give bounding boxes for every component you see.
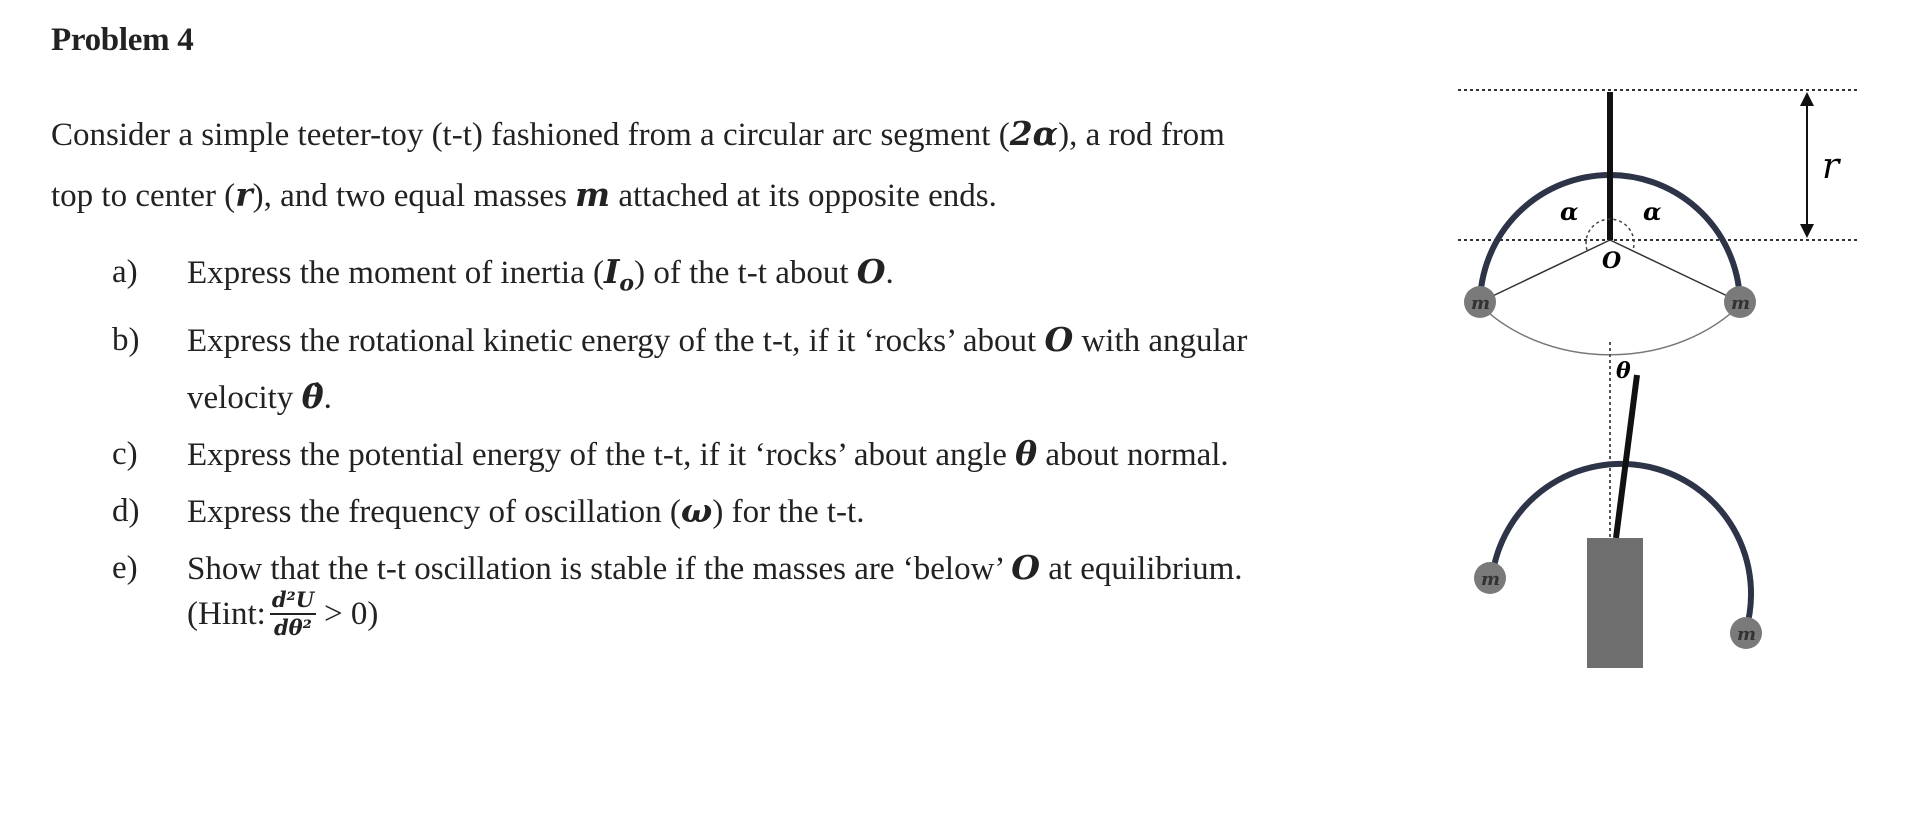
right-mass-line (1610, 240, 1740, 302)
question-text: about normal. (1037, 436, 1229, 473)
question-c (112, 426, 1432, 483)
lower-rod (1616, 375, 1637, 538)
hint (187, 588, 378, 640)
label-theta: θ (1616, 358, 1631, 384)
symbol-I: I (603, 252, 620, 291)
symbol-O: O (1044, 319, 1074, 359)
symbol-subscript-o: o (619, 270, 635, 297)
left-mass-line (1480, 240, 1610, 302)
question-list (112, 244, 1432, 597)
lower-thin-arc (1480, 305, 1740, 355)
intro-text: ), a rod from (1058, 117, 1225, 153)
problem-title: Problem 4 (51, 22, 194, 58)
symbol-theta: θ (1015, 433, 1038, 473)
question-text: ) for the t-t. (712, 493, 865, 530)
label-r: r (1822, 146, 1840, 187)
fraction-numerator: d²U (270, 588, 316, 615)
mass-label: m (1731, 293, 1751, 314)
question-text: with angular (1073, 322, 1248, 359)
intro-line-1 (51, 104, 1431, 165)
arrowhead-up (1800, 92, 1814, 106)
question-text: at equilibrium. (1039, 550, 1243, 587)
question-b (112, 312, 1432, 426)
symbol-m: m (575, 175, 611, 214)
hint-fraction (270, 588, 316, 640)
mass-label: m (1471, 293, 1491, 314)
intro-text: ), and two equal masses (252, 178, 576, 214)
label-alpha-left: α (1560, 197, 1579, 226)
question-text: Express the frequency of oscillation ( (187, 493, 681, 530)
question-a (112, 244, 1432, 312)
symbol-r: r (235, 175, 253, 214)
symbol-omega: ω (680, 490, 713, 530)
label-alpha-right: α (1643, 197, 1662, 226)
question-text: Express the rotational kinetic energy of the t-t, if it ‘rocks’ about (187, 322, 1045, 359)
question-text: Express the potential energy of the t-t, if it ‘rocks’ about angle (187, 436, 1016, 473)
question-text: ) of the t-t about (634, 255, 857, 291)
question-text: Express the moment of inertia ( (187, 255, 604, 291)
hint-close: > 0) (324, 595, 379, 632)
question-label: e) (112, 549, 138, 586)
hint-open: (Hint: (187, 595, 266, 632)
question-text: . (885, 255, 894, 291)
question-label: a) (112, 254, 138, 290)
problem-intro (51, 104, 1431, 226)
question-label: b) (112, 321, 140, 358)
base-block (1587, 538, 1643, 668)
fraction-denominator: dθ² (273, 615, 312, 640)
question-label: d) (112, 492, 140, 529)
intro-text: Consider a simple teeter-toy (t-t) fashioned from a circular arc segment ( (51, 117, 1010, 153)
mass-label: m (1481, 569, 1501, 590)
intro-text: attached at its opposite ends. (610, 178, 997, 214)
arrowhead-down (1800, 224, 1814, 238)
symbol-O: O (1011, 547, 1040, 587)
teeter-toy-diagram (1450, 80, 1870, 680)
intro-line-2 (51, 165, 1431, 226)
question-label: c) (112, 435, 138, 472)
question-d (112, 483, 1432, 540)
question-text: . (323, 379, 332, 416)
question-text: velocity (187, 379, 302, 416)
intro-text: top to center ( (51, 178, 236, 214)
mass-label: m (1737, 624, 1757, 645)
question-text: Show that the t-t oscillation is stable if the masses are ‘below’ (187, 550, 1012, 587)
label-o: O (1602, 248, 1622, 274)
symbol-theta-dot: θ̇ (301, 376, 324, 416)
symbol-2alpha: 2α (1009, 114, 1059, 153)
symbol-O: O (856, 252, 886, 291)
